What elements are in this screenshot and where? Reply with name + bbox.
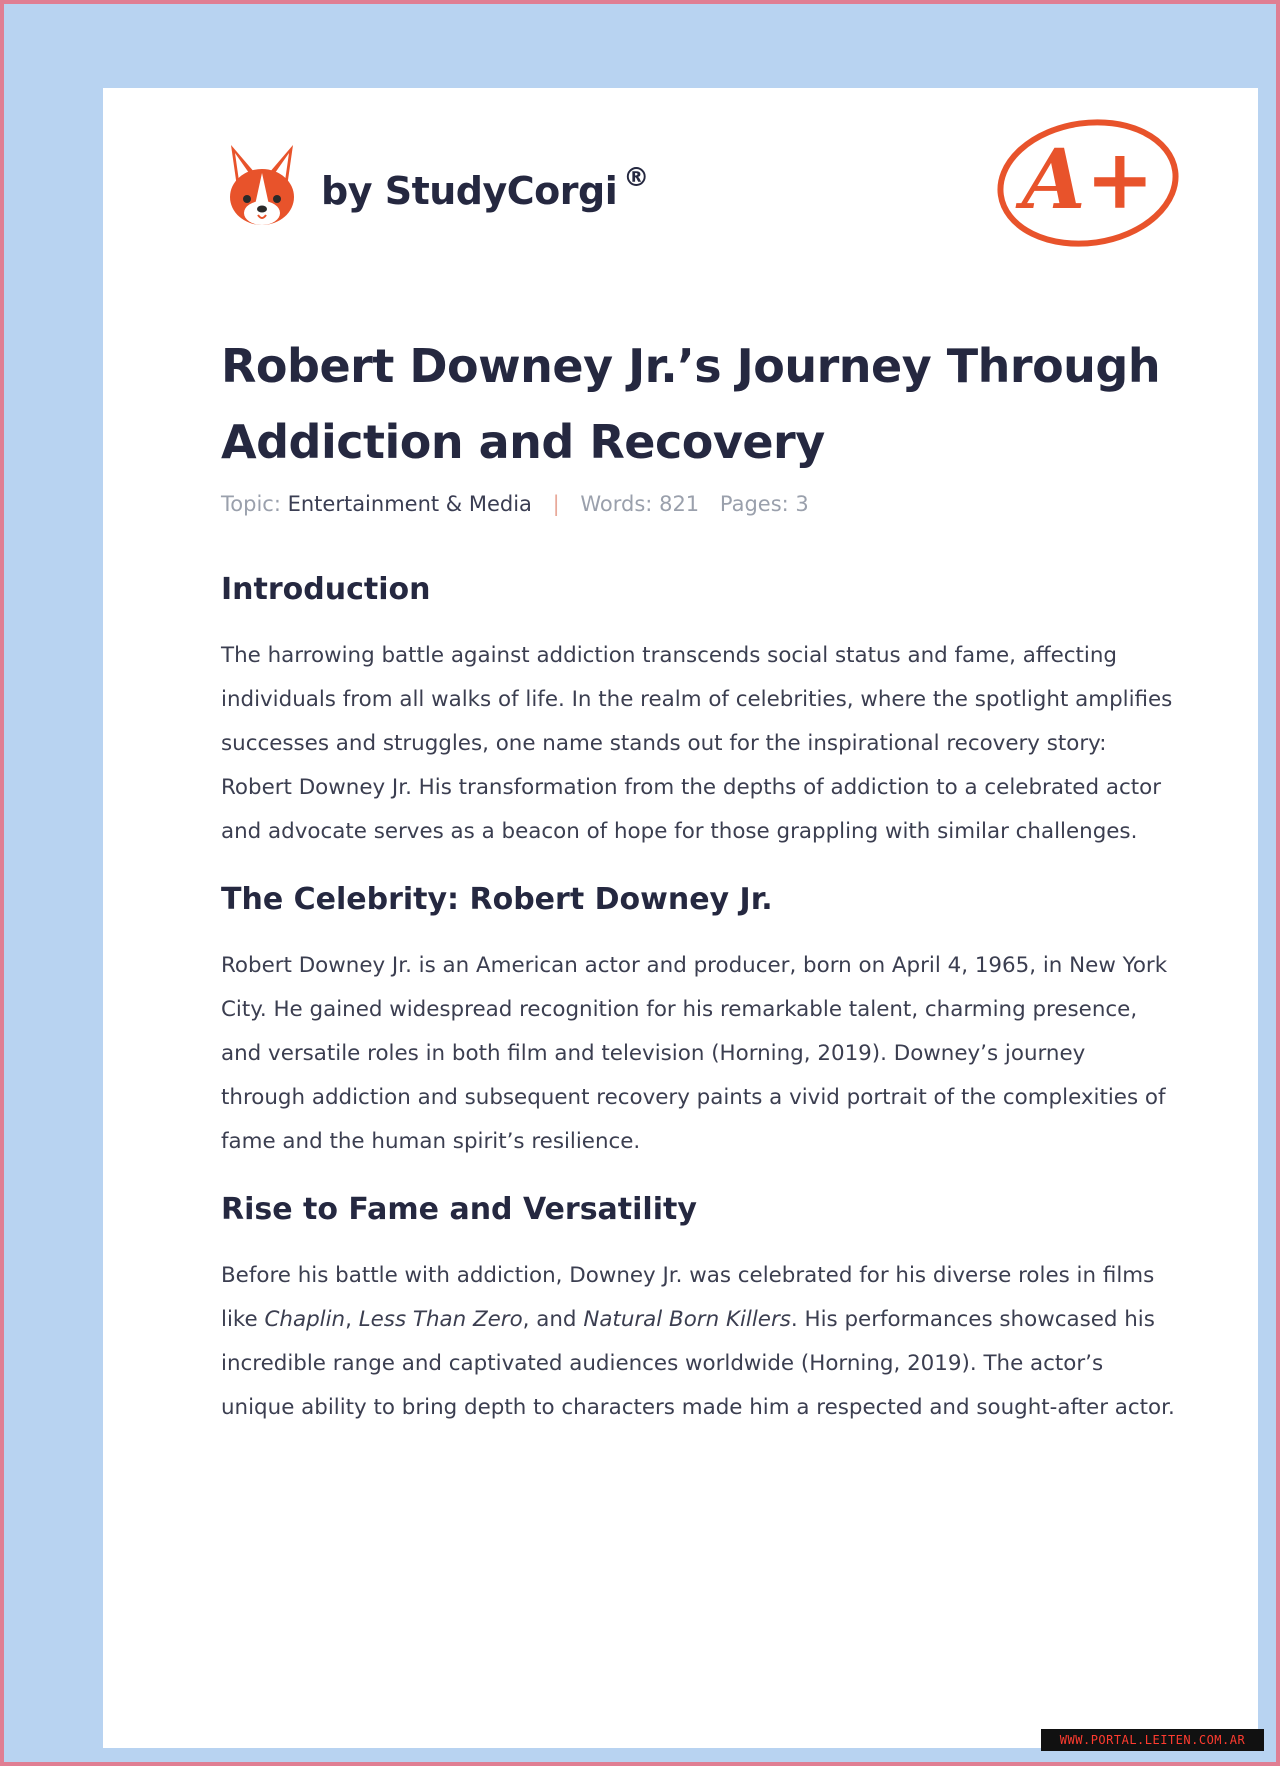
pages-value: 3	[795, 492, 809, 516]
brand-name	[321, 163, 649, 213]
film-title: Less Than Zero	[358, 1307, 523, 1332]
section-celebrity	[221, 880, 1176, 1164]
registered-mark: ®	[623, 163, 649, 193]
document-page	[103, 88, 1258, 1748]
section-paragraph	[221, 1254, 1176, 1430]
a-plus-grade-icon	[988, 108, 1188, 258]
paragraph-text: ,	[345, 1307, 359, 1332]
document-meta	[221, 492, 809, 516]
meta-separator: |	[552, 492, 560, 516]
section-heading: Introduction	[221, 572, 431, 607]
topic-link[interactable]: Entertainment & Media	[287, 492, 532, 516]
section-paragraph: Robert Downey Jr. is an American actor and producer, born on April 4, 1965, in New York City. He gained widespread recognition for his remarkable talent, charming presence, and versatile roles in both film and television (Horning, 2019). Downey’s journey through addiction and subsequent recovery paints a vivid portrait of the complexities of fame and the human spirit’s resilience.	[221, 953, 1168, 1154]
document-body	[221, 570, 1176, 1456]
brand-logo[interactable]	[225, 140, 649, 230]
section-heading: Rise to Fame and Versatility	[221, 1192, 697, 1227]
pages-label: Pages:	[719, 492, 789, 516]
film-title: Chaplin	[264, 1307, 346, 1332]
brand-name-text: by StudyCorgi	[321, 169, 618, 213]
section-introduction	[221, 570, 1176, 854]
section-paragraph: The harrowing battle against addiction transcends social status and fame, affecting individuals from all walks of life. In the realm of celebrities, where the spotlight amplifies successes and struggles, one name stands out for the inspirational recovery story: Robert Downey Jr. His transformation from the depths of addiction to a celebrated actor and advocate serves as a beacon of hope for those grappling with similar challenges.	[221, 643, 1173, 844]
topic-label: Topic:	[221, 492, 281, 516]
corgi-logo-icon	[225, 143, 299, 227]
words-label: Words:	[580, 492, 653, 516]
section-heading: The Celebrity: Robert Downey Jr.	[221, 882, 773, 917]
paragraph-text: . His performances showcased his incredible range and captivated audiences worldwide (Horning, 2019). The actor’s unique ability to bring depth to characters made him a respected and sought-after actor.	[221, 1307, 1175, 1420]
grade-text: A+	[1021, 132, 1155, 228]
film-title: Natural Born Killers	[583, 1307, 791, 1332]
words-value: 821	[659, 492, 700, 516]
paragraph-text: , and	[522, 1307, 584, 1332]
page-title: Robert Downey Jr.’s Journey Through Addiction and Recovery	[221, 339, 1161, 469]
watermark-badge: WWW.PORTAL.LEITEN.COM.AR	[1041, 1729, 1264, 1751]
section-rise-to-fame	[221, 1190, 1176, 1430]
paragraph-text: Before his battle with addiction, Downey Jr. was celebrated for his diverse roles in films like	[221, 1263, 1155, 1332]
